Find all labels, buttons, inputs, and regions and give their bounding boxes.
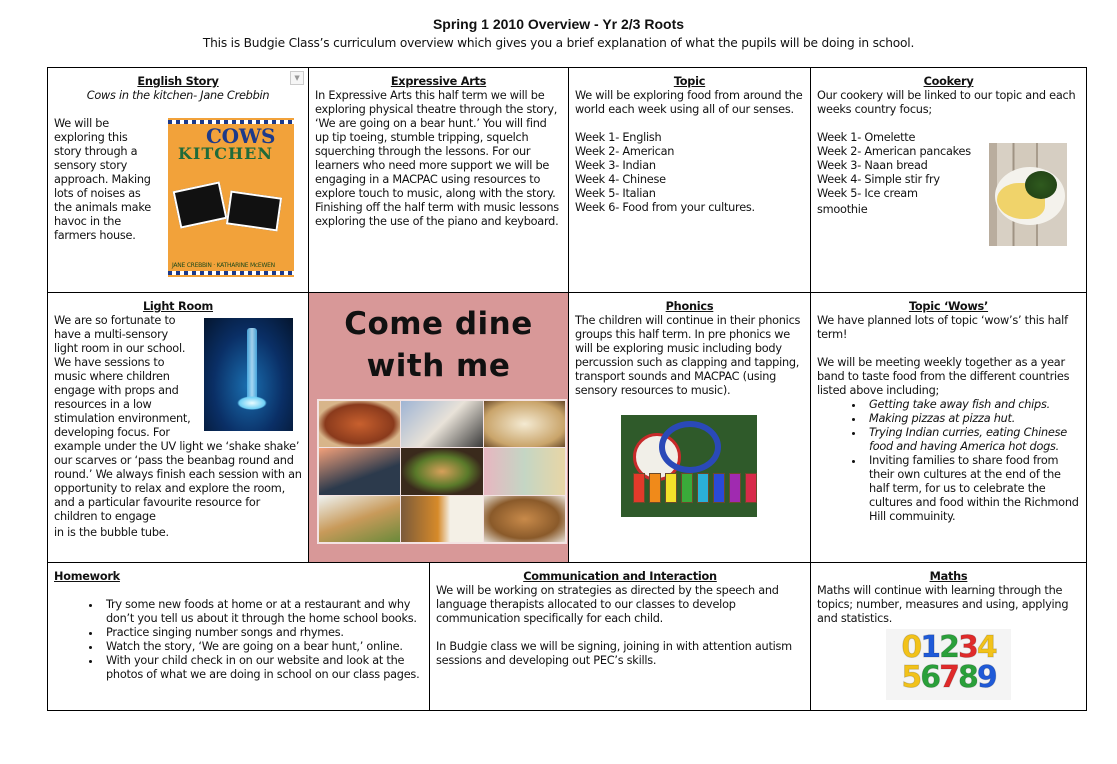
homework-cell	[47, 562, 430, 711]
phonics-heading: Phonics	[665, 300, 714, 313]
topic-wows-heading: Topic ‘Wows’	[908, 300, 989, 313]
expressive-arts-cell	[308, 67, 569, 293]
english-story-cell	[47, 67, 309, 293]
come-dine-cell	[308, 292, 569, 563]
text-line: We will be	[54, 117, 109, 130]
topic-wows-intro: We have planned lots of topic ‘wow’s’ this half term!	[817, 314, 1068, 341]
cookery-trailing: smoothie	[817, 203, 868, 216]
come-dine-title	[309, 303, 568, 387]
digit: 0	[901, 630, 921, 665]
burger-photo	[401, 448, 482, 494]
come-dine-line-2: with me	[366, 348, 511, 384]
light-room-body: example under the UV light we ‘shake shake’ our scarves or ‘pass the beanbag round and round.’ We always finish each session with an opportunity to relax and explore the room, and a particular favourite resource for children to engage	[54, 440, 302, 523]
topic-wows-para: We will be meeting weekly together as a year band to taste food from the different countries listed above including;	[817, 356, 1070, 397]
come-dine-line-1: Come dine	[344, 306, 533, 342]
instruments-image	[621, 415, 757, 517]
digit: 1	[920, 630, 940, 665]
light-room-last-line: in is the bubble tube.	[54, 526, 169, 539]
maths-body: Maths will continue with learning through the topics; number, measures and using, applying and statistics.	[817, 584, 1069, 625]
text-line: havoc in the	[54, 215, 121, 228]
page-title: Spring 1 2010 Overview - Yr 2/3 Roots	[432, 16, 685, 32]
topic-wows-list	[817, 398, 1080, 524]
digits-row-1	[886, 630, 1011, 665]
text-line: have a multi-sensory	[54, 328, 168, 341]
digit: 7	[939, 660, 958, 695]
pizza-photo	[319, 401, 400, 447]
light-room-heading: Light Room	[142, 300, 214, 313]
text-line: stimulation environment,	[54, 412, 191, 425]
topic-week: Week 3- Indian	[575, 159, 656, 172]
list-item: • Watch the story, ‘We are going on a bear hunt,’ online.	[102, 640, 423, 654]
food-collage-image	[317, 399, 567, 544]
text-line: music where children	[54, 370, 170, 383]
cookery-week: Week 2- American pancakes	[817, 145, 971, 158]
curry-photo	[401, 496, 482, 542]
communication-para-2: In Budgie class we will be signing, joining in with attention autism sessions and developing out PEC’s skills.	[436, 640, 792, 667]
cover-title-1: COWS	[206, 124, 276, 148]
topic-cell	[568, 67, 811, 293]
homework-list	[54, 598, 423, 682]
text-line: exploring this	[54, 131, 128, 144]
digit: 5	[901, 660, 921, 695]
expressive-arts-heading: Expressive Arts	[390, 75, 487, 88]
cookery-week: Week 4- Simple stir fry	[817, 173, 940, 186]
digits-row-2	[886, 660, 1011, 695]
digit: 6	[920, 660, 940, 695]
topic-week: Week 6- Food from your cultures.	[575, 201, 755, 214]
communication-para-1: We will be working on strategies as directed by the speech and language therapists allocated to our classes to develop communication specifically for each child.	[436, 584, 779, 625]
chevron-down-icon[interactable]: ▼	[290, 71, 304, 85]
cookery-week: Week 3- Naan bread	[817, 159, 928, 172]
topic-week: Week 1- English	[575, 131, 662, 144]
cookery-intro: Our cookery will be linked to our topic and each weeks country focus;	[817, 89, 1076, 116]
sushi-photo	[319, 448, 400, 494]
hotdog-photo	[319, 496, 400, 542]
digit: 8	[957, 660, 977, 695]
text-line: We are so fortunate to	[54, 314, 176, 327]
maths-heading: Maths	[929, 570, 968, 583]
digit: 3	[957, 630, 977, 665]
text-line: the animals make	[54, 201, 151, 214]
omelette-image	[989, 143, 1067, 246]
cookery-heading: Cookery	[923, 75, 974, 88]
expressive-arts-body: In Expressive Arts this half term we will be exploring physical theatre through the story, ‘We are going on a bear hunt.’ You will find up tip toeing, stumble tripping, squelch squerching through the lessons. For our learners who need more support we will be engaging in a MACPAC using resources to explore touch to music, along with the story. Finishing off the half term with music lessons exploring the use of the piano and keyboard.	[315, 89, 559, 228]
text-line: farmers house.	[54, 229, 136, 242]
communication-cell	[429, 562, 811, 711]
cover-title-2: KITCHEN	[178, 144, 273, 163]
cover-authors: JANE CREBBIN · KATHARINE McEWEN	[172, 262, 275, 269]
phonics-cell	[568, 292, 811, 563]
digit: 4	[976, 630, 996, 665]
macarons-photo	[484, 448, 565, 494]
number-magnets-image	[886, 629, 1011, 700]
homework-heading: Homework	[54, 570, 120, 583]
light-room-cell	[47, 292, 309, 563]
topic-wows-cell	[810, 292, 1087, 563]
text-line: approach. Making	[54, 173, 151, 186]
topic-heading: Topic	[673, 75, 706, 88]
cookery-cell	[810, 67, 1087, 293]
digit: 2	[939, 630, 958, 665]
book-cover-image	[168, 118, 294, 277]
list-item: • Making pizzas at pizza hut.	[865, 412, 1080, 426]
text-line: We have sessions to	[54, 356, 165, 369]
english-story-heading: English Story	[137, 75, 219, 88]
text-line: engage with props and	[54, 384, 179, 397]
topic-intro: We will be exploring food from around the world each week using all of our senses.	[575, 89, 803, 116]
cookery-week: Week 5- Ice cream	[817, 187, 918, 200]
topic-week: Week 5- Italian	[575, 187, 656, 200]
text-line: lots of noises as	[54, 187, 141, 200]
page-subtitle: This is Budgie Class’s curriculum overview which gives you a brief explanation of what the pupils will be doing in school.	[202, 36, 915, 50]
list-item: • Inviting families to share food from their own cultures at the end of the half term, for us to celebrate the cultures and food within the Richmond Hill commuinity.	[865, 454, 1080, 524]
list-item: • Trying Indian curries, eating Chinese food and having America hot dogs.	[865, 426, 1080, 454]
text-line: developing focus. For	[54, 426, 170, 439]
list-item: • Practice singing number songs and rhymes.	[102, 626, 423, 640]
text-line: resources in a low	[54, 398, 152, 411]
english-story-book-title: Cows in the kitchen- Jane Crebbin	[86, 89, 270, 102]
text-line: sensory story	[54, 159, 128, 172]
list-item: • With your child check in on our website and look at the photos of what we are doing in school on our class pages.	[102, 654, 423, 682]
light-room-narrow-text	[54, 314, 204, 440]
english-story-body	[54, 117, 164, 243]
bubble-tube-image	[204, 318, 293, 431]
digit: 9	[976, 660, 996, 695]
maths-cell	[810, 562, 1087, 711]
cookery-week: Week 1- Omelette	[817, 131, 916, 144]
topic-week: Week 2- American	[575, 145, 675, 158]
churros-photo	[401, 401, 482, 447]
noodles-photo	[484, 496, 565, 542]
dumplings-photo	[484, 401, 565, 447]
phonics-body: The children will continue in their phonics groups this half term. In pre phonics we will be exploring music including body percussion such as clapping and tapping, transport sounds and MACPAC (using sensory resources to music).	[575, 314, 801, 397]
communication-heading: Communication and Interaction	[523, 570, 717, 583]
text-line: story through a	[54, 145, 138, 158]
list-item: • Try some new foods at home or at a restaurant and why don’t you tell us about it through the home school books.	[102, 598, 423, 626]
text-line: light room in our school.	[54, 342, 186, 355]
topic-week: Week 4- Chinese	[575, 173, 666, 186]
list-item: • Getting take away fish and chips.	[865, 398, 1080, 412]
